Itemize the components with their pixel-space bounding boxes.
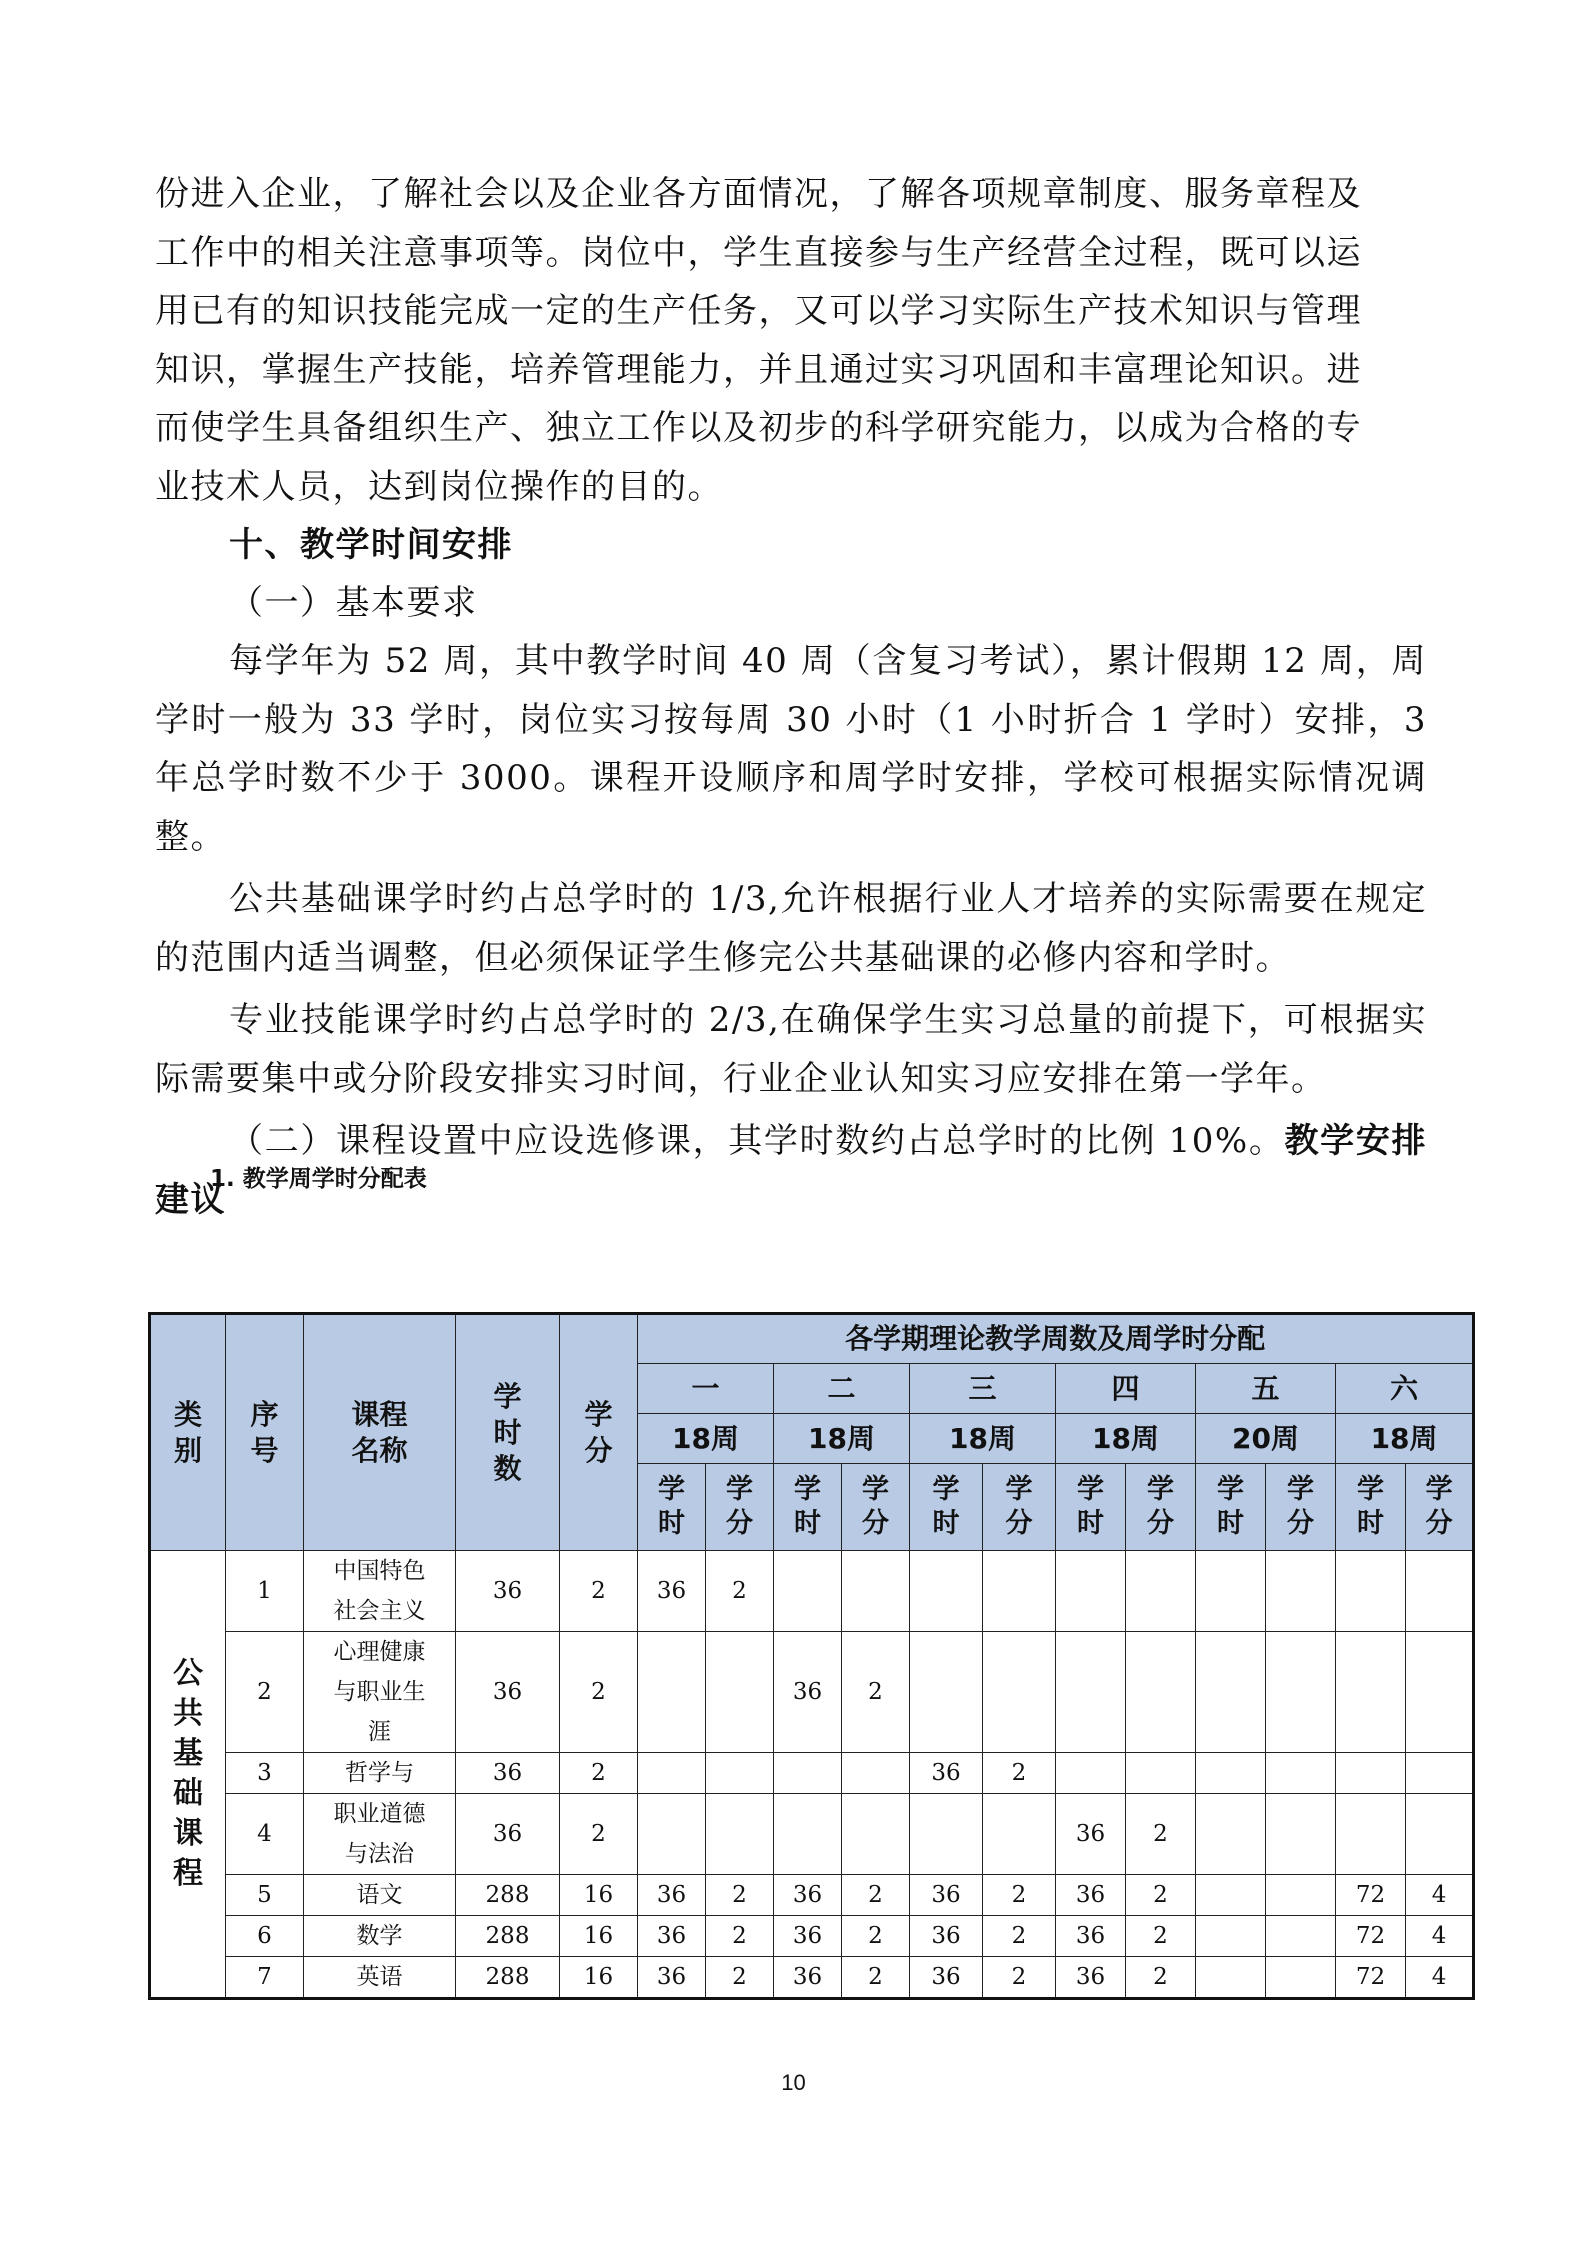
table-caption: 1. 教学周学时分配表 [210,1166,427,1192]
table-row [150,1794,1474,1875]
semester-credits-cell [1126,1551,1196,1632]
semester-credits-cell [1406,1632,1474,1753]
semester-credits-cell [1406,1794,1474,1875]
semester-credits-cell [983,1632,1056,1753]
total-credits-cell: 16 [560,1916,638,1957]
total-credits-cell: 2 [560,1753,638,1794]
header-credits: 学分 [560,1314,638,1551]
total-hours-cell: 36 [456,1753,560,1794]
total-credits-cell: 16 [560,1957,638,1999]
table-row [150,1753,1474,1794]
paragraph-basic-requirements: 每学年为 52 周，其中教学时间 40 周（含复习考试），累计假期 12 周，周学时一般为 33 学时，岗位实习按每周 30 小时（1 小时折合 1 学时）安排，3 年总学时数不少于 3000。课程开设顺序和周学时安排，学校可根据实际情况调整。 [155,641,1427,857]
semester-hours-cell [1336,1551,1406,1632]
semester-credits-cell [842,1753,910,1794]
paragraph-line: 而使学生具备组织生产、独立工作以及初步的科学研究能力，以成为合格的专 [155,408,1362,448]
semester-hours-cell: 36 [1056,1957,1126,1999]
paragraph-line: 业技术人员，达到岗位操作的目的。 [155,466,723,507]
semester-hours-cell [910,1551,983,1632]
header-weeks-6: 18周 [1336,1414,1474,1464]
table-row [150,1551,1474,1632]
header-semester-2: 二 [774,1364,910,1414]
semester-hours-cell: 36 [774,1632,842,1753]
total-hours-cell: 36 [456,1632,560,1753]
course-name-cell: 数学 [304,1916,456,1957]
header-sem-hours-6: 学时 [1336,1464,1406,1551]
semester-hours-cell: 36 [1056,1875,1126,1916]
total-hours-cell: 36 [456,1794,560,1875]
semester-hours-cell: 36 [774,1957,842,1999]
category-cell: 公共基础课程 [150,1551,226,1999]
semester-hours-cell: 36 [638,1916,706,1957]
electives-text: （二）课程设置中应设选修课，其学时数约占总学时的比例 10%。 [229,1121,1285,1161]
semester-credits-cell: 4 [1406,1916,1474,1957]
semester-hours-cell: 36 [774,1916,842,1957]
table-row [150,1916,1474,1957]
header-weeks-4: 18周 [1056,1414,1196,1464]
paragraph-line: 知识，掌握生产技能，培养管理能力，并且通过实习巩固和丰富理论知识。进 [155,349,1362,390]
semester-credits-cell: 2 [983,1957,1056,1999]
semester-credits-cell: 2 [983,1916,1056,1957]
course-name-cell: 职业道德与法治 [304,1794,456,1875]
page-number: 10 [781,2070,806,2095]
semester-credits-cell [983,1794,1056,1875]
header-category: 类别 [150,1314,226,1551]
semester-credits-cell [1266,1957,1336,1999]
semester-credits-cell [1266,1753,1336,1794]
semester-hours-cell: 36 [1056,1794,1126,1875]
paragraph-professional-courses: 专业技能课学时约占总学时的 2/3,在确保学生实习总量的前提下，可根据实际需要集中或分阶段安排实习时间，行业企业认知实习应安排在第一学年。 [155,1000,1427,1099]
semester-hours-cell [1196,1551,1266,1632]
semester-hours-cell [1056,1551,1126,1632]
semester-credits-cell: 2 [983,1875,1056,1916]
semester-hours-cell [638,1753,706,1794]
teaching-schedule-table [148,1312,1475,2000]
semester-hours-cell: 36 [910,1753,983,1794]
course-name-cell: 哲学与 [304,1753,456,1794]
semester-credits-cell [1126,1632,1196,1753]
seq-cell: 6 [226,1916,304,1957]
semester-credits-cell: 2 [706,1957,774,1999]
semester-credits-cell [1266,1794,1336,1875]
seq-cell: 3 [226,1753,304,1794]
total-credits-cell: 16 [560,1875,638,1916]
header-semester-3: 三 [910,1364,1056,1414]
total-hours-cell: 288 [456,1875,560,1916]
semester-credits-cell [842,1551,910,1632]
body-text [155,165,1427,1229]
header-weeks-3: 18周 [910,1414,1056,1464]
semester-hours-cell: 36 [774,1875,842,1916]
semester-hours-cell [1196,1875,1266,1916]
semester-hours-cell [1336,1632,1406,1753]
header-sem-hours-2: 学时 [774,1464,842,1551]
semester-hours-cell [910,1794,983,1875]
semester-credits-cell: 4 [1406,1957,1474,1999]
semester-credits-cell: 2 [842,1916,910,1957]
semester-credits-cell [1406,1551,1474,1632]
paragraph-public-courses: 公共基础课学时约占总学时的 1/3,允许根据行业人才培养的实际需要在规定的范围内适当调整，但必须保证学生修完公共基础课的必修内容和学时。 [155,879,1427,978]
semester-hours-cell: 36 [1056,1916,1126,1957]
semester-hours-cell: 72 [1336,1875,1406,1916]
header-sem-credits-5: 学分 [1266,1464,1336,1551]
header-weeks-5: 20周 [1196,1414,1336,1464]
semester-credits-cell: 2 [1126,1957,1196,1999]
total-hours-cell: 288 [456,1957,560,1999]
semester-hours-cell: 36 [910,1875,983,1916]
semester-credits-cell: 4 [1406,1875,1474,1916]
semester-credits-cell: 2 [706,1551,774,1632]
paragraph-line: 工作中的相关注意事项等。岗位中，学生直接参与生产经营全过程，既可以运 [155,232,1362,273]
semester-hours-cell [1336,1794,1406,1875]
header-sem-hours-5: 学时 [1196,1464,1266,1551]
semester-credits-cell [1266,1551,1336,1632]
header-sem-credits-4: 学分 [1126,1464,1196,1551]
header-seq: 序号 [226,1314,304,1551]
semester-credits-cell: 2 [1126,1794,1196,1875]
header-semester-4: 四 [1056,1364,1196,1414]
semester-credits-cell [1126,1753,1196,1794]
header-sem-hours-1: 学时 [638,1464,706,1551]
header-semester-6: 六 [1336,1364,1474,1414]
semester-hours-cell [1336,1753,1406,1794]
semester-hours-cell [1196,1794,1266,1875]
seq-cell: 1 [226,1551,304,1632]
header-semester-5: 五 [1196,1364,1336,1414]
semester-hours-cell: 72 [1336,1916,1406,1957]
section-heading: 十、教学时间安排 [229,525,513,565]
semester-credits-cell: 2 [706,1916,774,1957]
semester-hours-cell [1196,1957,1266,1999]
header-sem-credits-2: 学分 [842,1464,910,1551]
seq-cell: 4 [226,1794,304,1875]
total-credits-cell: 2 [560,1551,638,1632]
seq-cell: 2 [226,1632,304,1753]
semester-hours-cell [1196,1632,1266,1753]
semester-hours-cell: 72 [1336,1957,1406,1999]
subsection-heading: （一）基本要求 [229,583,478,623]
semester-hours-cell [638,1632,706,1753]
semester-hours-cell [910,1632,983,1753]
header-sem-credits-6: 学分 [1406,1464,1474,1551]
semester-hours-cell [1056,1753,1126,1794]
semester-hours-cell: 36 [910,1957,983,1999]
header-sem-hours-3: 学时 [910,1464,983,1551]
header-weeks-1: 18周 [638,1414,774,1464]
table-row [150,1957,1474,1999]
semester-credits-cell [706,1794,774,1875]
semester-hours-cell: 36 [638,1551,706,1632]
header-semester-group: 各学期理论教学周数及周学时分配 [638,1314,1474,1364]
semester-credits-cell [1266,1916,1336,1957]
seq-cell: 7 [226,1957,304,1999]
semester-hours-cell [774,1551,842,1632]
semester-credits-cell: 2 [842,1632,910,1753]
semester-hours-cell: 36 [638,1957,706,1999]
paragraph-line: 用已有的知识技能完成一定的生产任务，又可以学习实际生产技术知识与管理 [155,291,1362,331]
table-row [150,1875,1474,1916]
semester-hours-cell [1056,1632,1126,1753]
semester-credits-cell: 2 [983,1753,1056,1794]
semester-credits-cell: 2 [706,1875,774,1916]
total-hours-cell: 288 [456,1916,560,1957]
header-course-name: 课程名称 [304,1314,456,1551]
course-name-cell: 中国特色社会主义 [304,1551,456,1632]
semester-credits-cell: 2 [842,1957,910,1999]
total-hours-cell: 36 [456,1551,560,1632]
total-credits-cell: 2 [560,1632,638,1753]
header-semester-1: 一 [638,1364,774,1414]
header-hours: 学时数 [456,1314,560,1551]
semester-credits-cell [842,1794,910,1875]
semester-credits-cell: 2 [1126,1916,1196,1957]
total-credits-cell: 2 [560,1794,638,1875]
table-row [150,1632,1474,1753]
semester-credits-cell [1406,1753,1474,1794]
semester-hours-cell [774,1753,842,1794]
header-weeks-2: 18周 [774,1414,910,1464]
header-sem-credits-1: 学分 [706,1464,774,1551]
paragraph-line: 份进入企业，了解社会以及企业各方面情况，了解各项规章制度、服务章程及 [155,174,1362,214]
semester-credits-cell [1266,1632,1336,1753]
header-sem-credits-3: 学分 [983,1464,1056,1551]
course-name-cell: 语文 [304,1875,456,1916]
semester-credits-cell: 2 [842,1875,910,1916]
seq-cell: 5 [226,1875,304,1916]
semester-hours-cell [638,1794,706,1875]
teaching-arrangement-label: 教学安排建议 [155,1121,1427,1220]
course-name-cell: 心理健康与职业生涯 [304,1632,456,1753]
semester-hours-cell [774,1794,842,1875]
semester-credits-cell [1266,1875,1336,1916]
semester-hours-cell [1196,1753,1266,1794]
semester-hours-cell [1196,1916,1266,1957]
semester-credits-cell [983,1551,1056,1632]
semester-hours-cell: 36 [638,1875,706,1916]
semester-credits-cell: 2 [1126,1875,1196,1916]
course-name-cell: 英语 [304,1957,456,1999]
semester-credits-cell [706,1753,774,1794]
semester-credits-cell [706,1632,774,1753]
header-sem-hours-4: 学时 [1056,1464,1126,1551]
semester-hours-cell: 36 [910,1916,983,1957]
